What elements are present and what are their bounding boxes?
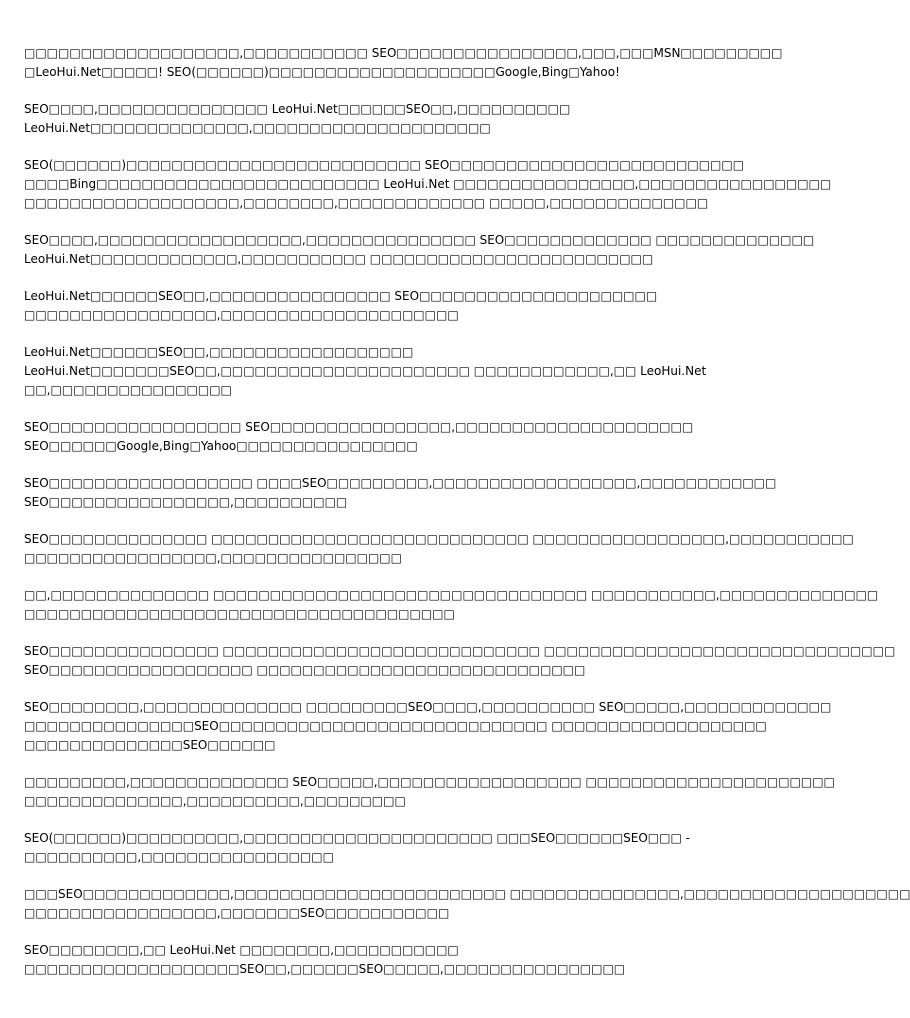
article-body <box>24 44 910 979</box>
paragraph: SEO□□□□□□□□□□□□□□ □□□□□□□□□□□□□□□□□□□□□□□□□□□□ □□□□□□□□□□□□□□□□□,□□□□□□□□□□□ □□□□□□□□□□□□□□□□□,□□□□□□□□□□□□□□□□ <box>24 532 854 565</box>
paragraph: SEO□□□□□□□□□□□□□□□ □□□□□□□□□□□□□□□□□□□□□□□□□□□□ □□□□□□□□□□□□□□□□□□□□□□□□□□□□□□□ SEO□□□□□□□□□□□□□□□□□□ □□□□□□□□□□□□□□□□□□□□□□□□□□□□□ <box>24 644 896 677</box>
paragraph: SEO□□□□□□□□,□□□□□□□□□□□□□□ □□□□□□□□□SEO□□□□,□□□□□□□□□□ SEO□□□□□,□□□□□□□□□□□□□ □□□□□□□□□□□□□□□SEO□□□□□□□□□□□□□□□□□□□□□□□□□□□□□ □□□□□□□□□□□□□□□□□□□ □□□□□□□□□□□□□□SEO□□□□□□ <box>24 700 832 752</box>
paragraph: □□□□□□□□□,□□□□□□□□□□□□□□ SEO□□□□□,□□□□□□□□□□□□□□□□□□ □□□□□□□□□□□□□□□□□□□□□□ □□□□□□□□□□□□□□,□□□□□□□□□□,□□□□□□□□□ <box>24 775 835 808</box>
paragraph: LeoHui.Net□□□□□□SEO□□,□□□□□□□□□□□□□□□□ SEO□□□□□□□□□□□□□□□□□□□□□ □□□□□□□□□□□□□□□□□,□□□□□□□□□□□□□□□□□□□□□ <box>24 289 658 322</box>
paragraph: SEO(□□□□□□)□□□□□□□□□□□□□□□□□□□□□□□□□□ SEO□□□□□□□□□□□□□□□□□□□□□□□□□□ □□□□Bing□□□□□□□□□□□□□□□□□□□□□□□□□ LeoHui.Net □□□□□□□□□□□□□□□□,□□□□□□□□□□□□□□□□□ □□□□□□□□□□□□□□□□□□□,□□□□□□□□,□□□□□□□□□□□□□ □□□□□,□□□□□□□□□□□□□□ <box>24 158 832 210</box>
paragraph: SEO(□□□□□□)□□□□□□□□□□,□□□□□□□□□□□□□□□□□□□□□□ □□□SEO□□□□□□SEO□□□ - □□□□□□□□□□,□□□□□□□□□□□□□□□□□ <box>24 831 690 864</box>
paragraph: SEO□□□□□□□□,□□ LeoHui.Net □□□□□□□□,□□□□□□□□□□□ □□□□□□□□□□□□□□□□□□□SEO□□,□□□□□□SEO□□□□□,□□□□□□□□□□□□□□□□ <box>24 943 626 976</box>
paragraph: □□□□□□□□□□□□□□□□□□□,□□□□□□□□□□□ SEO□□□□□□□□□□□□□□□□,□□□,□□□MSN□□□□□□□□□ □LeoHui.Net□□□□□! SEO(□□□□□□)□□□□□□□□□□□□□□□□□□□□Google,Bing□Yahoo! <box>24 46 783 79</box>
paragraph: □□□SEO□□□□□□□□□□□□□,□□□□□□□□□□□□□□□□□□□□□□□□ □□□□□□□□□□□□□□□,□□□□□□□□□□□□□□□□□□□□ □□□□□□□□□□□□□□□□□,□□□□□□□SEO□□□□□□□□□□□ <box>24 887 910 920</box>
paragraph: LeoHui.Net□□□□□□SEO□□,□□□□□□□□□□□□□□□□□□ LeoHui.Net□□□□□□□SEO□□,□□□□□□□□□□□□□□□□□□□□□□ □□□□□□□□□□□□,□□ LeoHui.Net □□,□□□□□□□□□□□□□□□□ <box>24 345 707 397</box>
paragraph: □□,□□□□□□□□□□□□□□ □□□□□□□□□□□□□□□□□□□□□□□□□□□□□□□□□ □□□□□□□□□□□,□□□□□□□□□□□□□□ □□□□□□□□□□□□□□□□□□□□□□□□□□□□□□□□□□□□□□ <box>24 588 879 621</box>
paragraph: SEO□□□□,□□□□□□□□□□□□□□□ LeoHui.Net□□□□□□SEO□□,□□□□□□□□□□ LeoHui.Net□□□□□□□□□□□□□□,□□□□□□□□□□□□□□□□□□□□□ <box>24 102 571 135</box>
paragraph: SEO□□□□□□□□□□□□□□□□□ SEO□□□□□□□□□□□□□□□□,□□□□□□□□□□□□□□□□□□□□□ SEO□□□□□□Google,Bing□Yahoo□□□□□□□□□□□□□□□□ <box>24 420 694 453</box>
paragraph: SEO□□□□□□□□□□□□□□□□□□ □□□□SEO□□□□□□□□□,□□□□□□□□□□□□□□□□□□,□□□□□□□□□□□□ SEO□□□□□□□□□□□□□□□□,□□□□□□□□□□ <box>24 476 777 509</box>
paragraph: SEO□□□□,□□□□□□□□□□□□□□□□□□,□□□□□□□□□□□□□□□ SEO□□□□□□□□□□□□□ □□□□□□□□□□□□□□ LeoHui.Net□□□□□□□□□□□□□,□□□□□□□□□□□ □□□□□□□□□□□□□□□□□□□□□□□□□ <box>24 233 815 266</box>
